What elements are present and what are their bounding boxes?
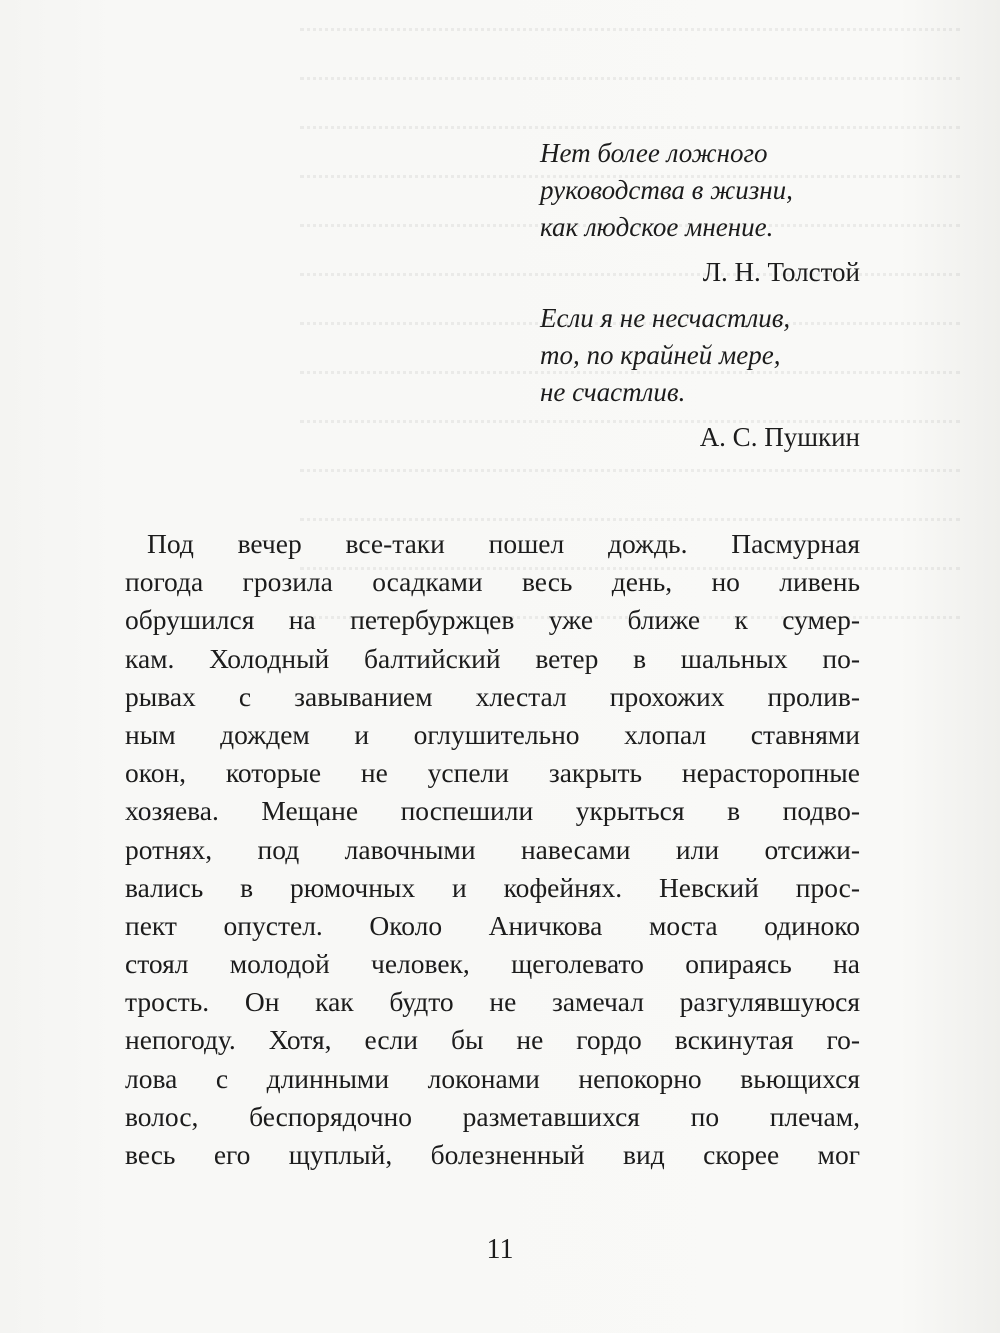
body-paragraph	[125, 525, 860, 1174]
epigraph-line: Если я не несчастлив,	[540, 303, 791, 333]
text-line: кам. Холодный балтийский ветер в шальных по-	[125, 642, 860, 674]
text-line: обрушился на петербуржцев уже ближе к сумер-	[125, 604, 860, 636]
text-line: стоял молодой человек, щеголевато опираясь на	[125, 948, 860, 980]
epigraph-line: как людское мнение.	[540, 212, 774, 242]
text-line: непогоду. Хотя, если бы не гордо вскинутая го-	[125, 1024, 860, 1056]
text-line: ным дождем и оглушительно хлопал ставнями	[125, 718, 860, 750]
text-line: рывах с завыванием хлестал прохожих пролив-	[125, 680, 860, 712]
text-line: лова с длинными локонами непокорно вьющихся	[125, 1062, 860, 1094]
epigraph-tolstoy	[540, 135, 860, 291]
epigraph-line: не счастлив.	[540, 377, 686, 407]
epigraph-pushkin	[540, 300, 860, 456]
epigraph-author: Л. Н. Толстой	[702, 257, 860, 287]
text-line: пект опустел. Около Аничкова моста одиноко	[125, 909, 860, 941]
text-line: хозяева. Мещане поспешили укрыться в подво-	[125, 795, 860, 827]
text-line: трость. Он как будто не замечал разгулявшуюся	[125, 986, 860, 1018]
epigraph-line: то, по крайней мере,	[540, 340, 781, 370]
epigraph-line: Нет более ложного	[540, 138, 768, 168]
page-number: 11	[486, 1234, 514, 1265]
text-line: весь его щуплый, болезненный вид скорее мог	[125, 1139, 860, 1170]
text-line: Под вечер все-таки пошел дождь. Пасмурная	[147, 528, 860, 559]
text-line: вались в рюмочных и кофейнях. Невский прос-	[125, 871, 860, 903]
text-line: погода грозила осадками весь день, но ливень	[125, 566, 860, 598]
epigraph-author: А. С. Пушкин	[699, 422, 860, 452]
epigraph-line: руководства в жизни,	[540, 175, 793, 205]
text-line: ротнях, под лавочными навесами или отсижи-	[125, 833, 860, 865]
text-line: волос, беспорядочно разметавшихся по плечам,	[125, 1100, 860, 1132]
text-line: окон, которые не успели закрыть нерасторопные	[125, 757, 860, 789]
